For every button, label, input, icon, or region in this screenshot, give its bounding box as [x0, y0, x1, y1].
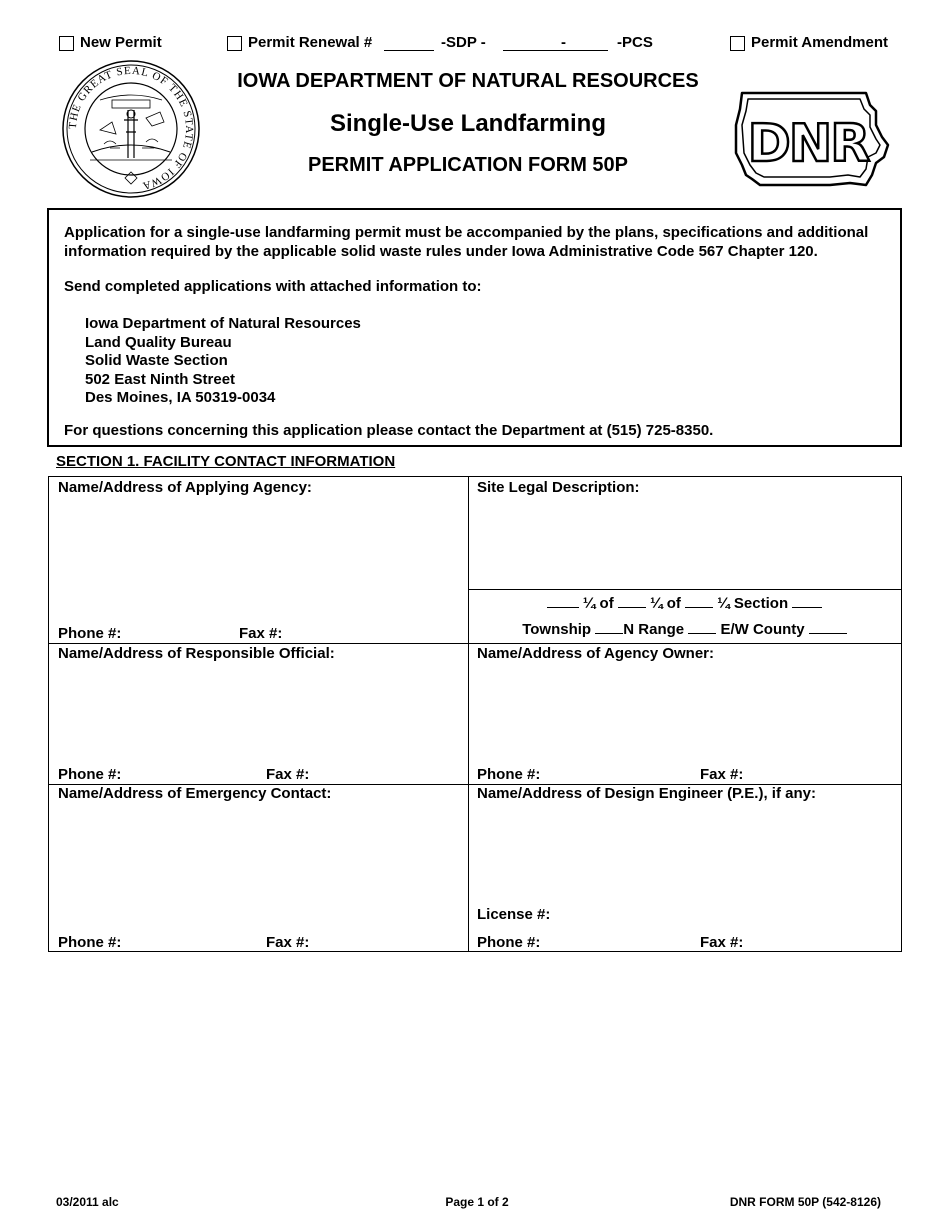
license-label: License #:	[477, 906, 551, 923]
section-quarters-line	[477, 595, 892, 612]
responsible-official-field[interactable]	[58, 665, 458, 760]
address-line: Land Quality Bureau	[85, 333, 232, 351]
applying-agency-field[interactable]	[58, 499, 458, 619]
footer-page-number: Page 1 of 2	[445, 1195, 509, 1209]
permit-renewal-label: Permit Renewal #	[248, 34, 373, 51]
design-engineer-field[interactable]	[477, 805, 892, 900]
applying-agency-fax-label: Fax #:	[239, 625, 283, 642]
row-divider	[49, 643, 901, 644]
renewal-number-blank-2[interactable]	[503, 50, 608, 51]
dash-label: -	[561, 34, 566, 51]
form-title: Single-Use Landfarming	[329, 110, 607, 137]
range-blank[interactable]	[688, 633, 716, 634]
responsible-official-label: Name/Address of Responsible Official:	[58, 645, 335, 662]
site-legal-description-label: Site Legal Description:	[477, 479, 640, 496]
dnr-logo-text: DNR	[747, 114, 869, 174]
responsible-official-fax-label: Fax #:	[266, 766, 310, 783]
mailing-address	[85, 315, 361, 408]
quarter-blank-2[interactable]	[618, 607, 646, 608]
applying-agency-phone-label: Phone #:	[58, 625, 122, 642]
contact-text: For questions concerning this application please contact the Department at (515) 725-8350.	[64, 422, 714, 439]
agency-owner-label: Name/Address of Agency Owner:	[477, 645, 715, 662]
township-blank[interactable]	[595, 633, 623, 634]
county-blank[interactable]	[809, 633, 847, 634]
facility-contact-table	[48, 476, 902, 952]
footer-form-number: DNR FORM 50P (542-8126)	[729, 1195, 881, 1209]
pcs-label: -PCS	[617, 34, 653, 51]
emergency-contact-field[interactable]	[58, 805, 458, 925]
township-range-line	[477, 621, 892, 638]
quarter-of-label-1: ¼ of	[582, 595, 614, 612]
agency-owner-field[interactable]	[477, 665, 892, 760]
address-line: Iowa Department of Natural Resources	[85, 315, 361, 332]
agency-name: IOWA DEPARTMENT OF NATURAL RESOURCES	[237, 70, 699, 92]
quarter-section-label: ¼ Section	[717, 595, 789, 612]
new-permit-label: New Permit	[80, 34, 162, 51]
quarter-blank-1[interactable]	[547, 607, 579, 608]
n-range-label: N Range	[623, 621, 685, 638]
agency-owner-fax-label: Fax #:	[700, 766, 744, 783]
permit-renewal-checkbox[interactable]	[227, 36, 242, 51]
new-permit-checkbox[interactable]	[59, 36, 74, 51]
instructions-box	[47, 208, 902, 447]
address-line: 502 East Ninth Street	[85, 370, 236, 388]
design-engineer-phone-label: Phone #:	[477, 934, 541, 951]
send-to-label: Send completed applications with attached information to:	[64, 278, 482, 295]
column-divider	[468, 477, 469, 952]
section-number-blank[interactable]	[792, 607, 822, 608]
site-legal-description-field[interactable]	[477, 499, 892, 585]
site-description-divider	[468, 589, 901, 590]
address-line: Des Moines, IA 50319-0034	[85, 389, 276, 406]
township-label: Township	[522, 621, 592, 638]
renewal-number-blank-1[interactable]	[384, 50, 434, 51]
emergency-contact-fax-label: Fax #:	[266, 934, 310, 951]
seal-ring-text: THE GREAT SEAL OF THE STATE OF IOWA	[66, 64, 196, 192]
permit-amendment-checkbox[interactable]	[730, 36, 745, 51]
iowa-state-seal	[60, 60, 202, 198]
quarter-blank-3[interactable]	[685, 607, 713, 608]
design-engineer-fax-label: Fax #:	[700, 934, 744, 951]
permit-amendment-label: Permit Amendment	[751, 34, 888, 51]
applying-agency-label: Name/Address of Applying Agency:	[58, 479, 312, 496]
footer-revision: 03/2011 alc	[56, 1195, 119, 1209]
quarter-of-label-2: ¼ of	[650, 595, 681, 612]
emergency-contact-label: Name/Address of Emergency Contact:	[58, 785, 332, 802]
instructions-paragraph: Application for a single-use landfarming permit must be accompanied by the plans, specifications and additional information required by the applicable solid waste rules under Iowa Administrative Code 567 Chapter 120.	[64, 224, 869, 260]
form-subtitle: PERMIT APPLICATION FORM 50P	[307, 154, 629, 176]
sdp-label: -SDP -	[441, 34, 486, 51]
address-line: Solid Waste Section	[85, 352, 228, 369]
design-engineer-label: Name/Address of Design Engineer (P.E.), if any:	[477, 785, 816, 802]
responsible-official-phone-label: Phone #:	[58, 766, 122, 783]
section1-title: SECTION 1. FACILITY CONTACT INFORMATION	[56, 453, 396, 470]
agency-owner-phone-label: Phone #:	[477, 766, 541, 783]
emergency-contact-phone-label: Phone #:	[58, 934, 122, 951]
ew-county-label: E/W County	[720, 621, 805, 638]
dnr-logo	[730, 85, 890, 191]
